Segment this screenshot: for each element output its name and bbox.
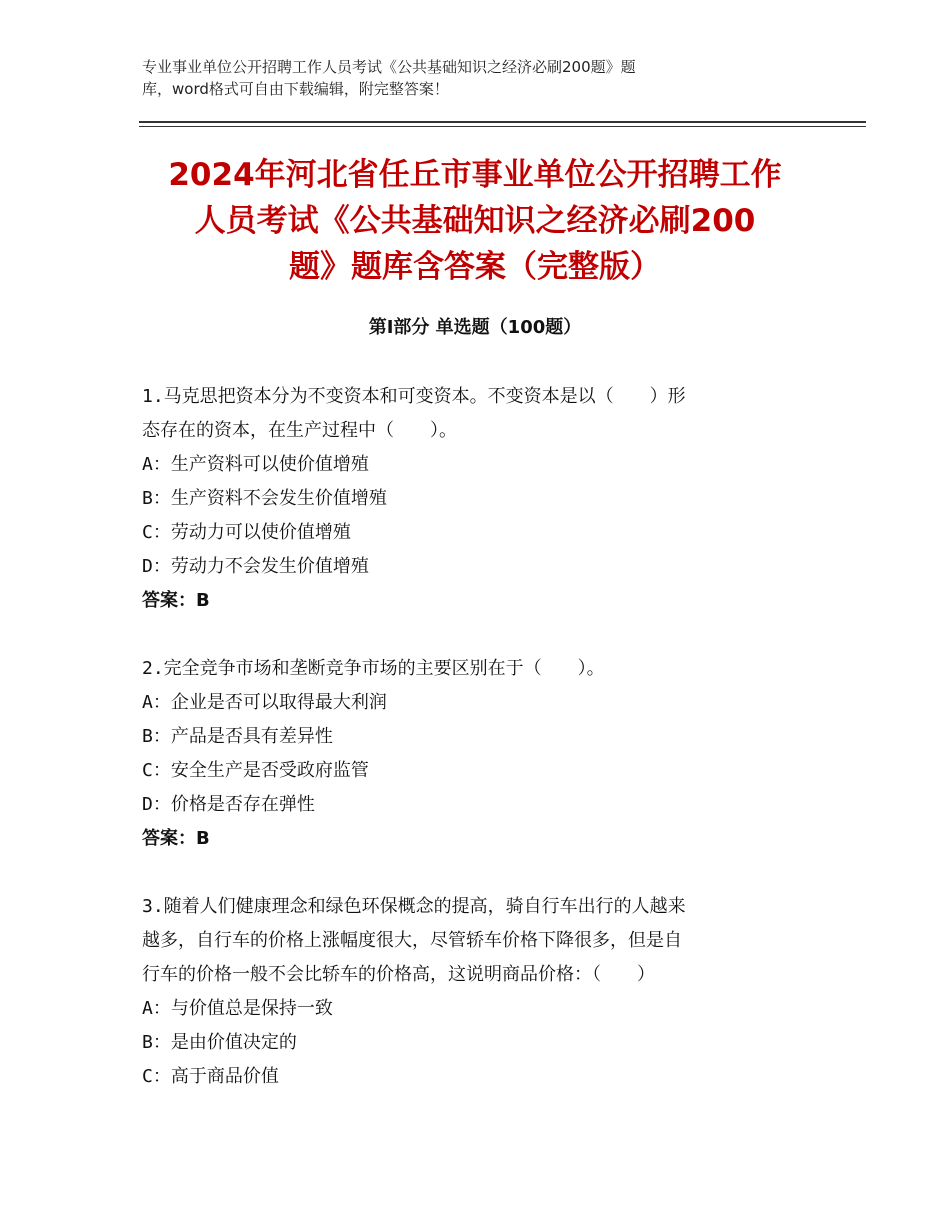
question-item — [142, 890, 807, 1094]
question-item — [142, 380, 807, 618]
header-divider — [139, 121, 866, 123]
option-d: D：劳动力不会发生价值增殖 — [142, 556, 369, 577]
option-c: C：高于商品价值 — [142, 1066, 279, 1087]
option-a: A：与价值总是保持一致 — [142, 998, 333, 1019]
header-line: 专业事业单位公开招聘工作人员考试《公共基础知识之经济必刷200题》题 — [142, 58, 636, 76]
header-divider — [139, 126, 866, 127]
option-a: A：企业是否可以取得最大利润 — [142, 692, 387, 713]
question-stem: 态存在的资本，在生产过程中（ ）。 — [142, 420, 457, 441]
title-line: 人员考试《公共基础知识之经济必刷200 — [194, 203, 756, 239]
option-c: C：劳动力可以使价值增殖 — [142, 522, 351, 543]
question-stem: 1.马克思把资本分为不变资本和可变资本。不变资本是以（ ）形 — [142, 386, 686, 407]
question-stem: 2.完全竞争市场和垄断竞争市场的主要区别在于（ ）。 — [142, 658, 605, 679]
question-stem: 越多，自行车的价格上涨幅度很大，尽管轿车价格下降很多，但是自 — [142, 930, 682, 951]
option-c: C：安全生产是否受政府监管 — [142, 760, 369, 781]
question-list — [142, 380, 807, 1128]
section-heading: 第Ⅰ部分 单选题（100题） — [368, 317, 582, 338]
header-line: 库，word格式可自由下载编辑，附完整答案！ — [142, 80, 449, 98]
option-b: B：生产资料不会发生价值增殖 — [142, 488, 387, 509]
title-line: 2024年河北省任丘市事业单位公开招聘工作 — [168, 157, 782, 193]
title-line: 题》题库含答案（完整版） — [289, 249, 661, 285]
option-a: A：生产资料可以使价值增殖 — [142, 454, 369, 475]
option-b: B：产品是否具有差异性 — [142, 726, 333, 747]
option-d: D：价格是否存在弹性 — [142, 794, 315, 815]
option-b: B：是由价值决定的 — [142, 1032, 297, 1053]
question-stem: 3.随着人们健康理念和绿色环保概念的提高，骑自行车出行的人越来 — [142, 896, 686, 917]
question-item — [142, 652, 807, 856]
answer-line: 答案：B — [142, 828, 210, 849]
document-title — [100, 152, 850, 290]
header-note — [142, 56, 782, 100]
answer-line: 答案：B — [142, 590, 210, 611]
question-stem: 行车的价格一般不会比轿车的价格高，这说明商品价格：（ ） — [142, 964, 655, 985]
